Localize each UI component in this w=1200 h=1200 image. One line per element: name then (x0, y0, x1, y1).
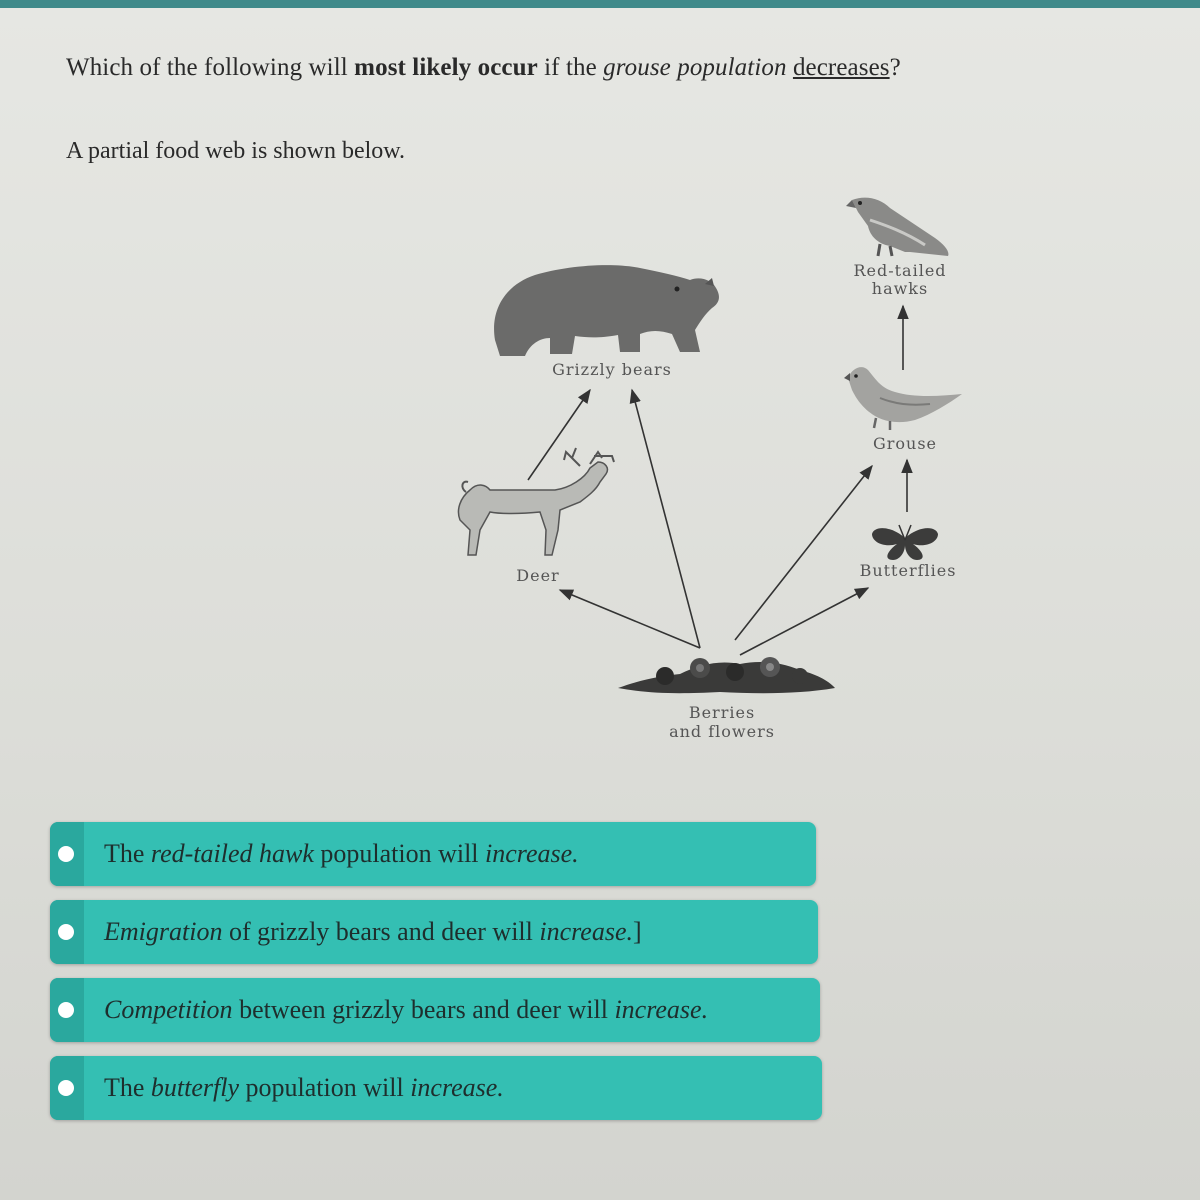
answer-option-4[interactable] (50, 1056, 822, 1120)
answer-text-part: The (104, 1073, 151, 1102)
arrow-berries-to-grouse (735, 466, 872, 640)
answer-text-italic: increase. (539, 917, 634, 946)
berries-label: and flowers (669, 722, 775, 741)
arrow-berries-to-bears (632, 390, 700, 648)
deer-label: Deer (516, 566, 560, 585)
grouse-label: Grouse (872, 434, 938, 453)
question-emphasis: most likely occur (354, 54, 538, 81)
radio-button[interactable] (58, 1002, 74, 1018)
answer-text-italic: increase. (485, 839, 579, 868)
butterflies-label: Butterflies (859, 561, 957, 580)
arrow-berries-to-butterflies (740, 588, 868, 655)
berries-label: Berries (688, 703, 756, 722)
question-part: ? (889, 54, 901, 81)
question-part: if the (537, 54, 604, 81)
answer-text-part: between grizzly bears and deer will (232, 995, 615, 1024)
arrow-berries-to-deer (560, 590, 700, 648)
radio-button[interactable] (58, 924, 74, 940)
answer-text (104, 917, 642, 947)
answer-option-3[interactable] (50, 978, 820, 1042)
grizzly-bears-label: Grizzly bears (552, 360, 672, 379)
answer-text-italic: increase. (614, 995, 709, 1024)
answer-text-italic: butterfly (150, 1073, 240, 1102)
answer-text-italic: increase. (410, 1073, 504, 1102)
answer-text-part: population will (313, 839, 486, 868)
answer-option-1[interactable] (50, 822, 816, 886)
radio-button[interactable] (58, 1080, 74, 1096)
question-part: Which of the following will (66, 54, 355, 81)
answer-text-part: of grizzly bears and deer will (222, 917, 540, 946)
answer-text-part: population will (239, 1073, 411, 1102)
hawks-label: Red-tailed (853, 261, 947, 280)
intro-text: A partial food web is shown below. (66, 138, 406, 164)
grizzly-bear-icon (494, 265, 719, 356)
answer-text-part: ] (633, 917, 642, 946)
answer-text (104, 1073, 504, 1103)
radio-button[interactable] (58, 846, 74, 862)
deer-icon (458, 448, 614, 555)
answer-text (104, 995, 708, 1025)
answer-option-2[interactable] (50, 900, 818, 964)
question-subject: grouse population (603, 54, 787, 81)
grouse-icon (844, 367, 962, 430)
hawks-label: hawks (871, 279, 929, 298)
arrow-deer-to-bears (528, 390, 590, 480)
answer-text-italic: Emigration (104, 917, 223, 946)
answer-text-part: The (104, 839, 151, 868)
answer-text-italic: red-tailed hawk (150, 839, 314, 868)
berries-flowers-icon (618, 657, 835, 693)
answer-text-italic: Competition (104, 995, 233, 1024)
answer-text (104, 839, 579, 869)
butterfly-icon (872, 525, 938, 560)
question-underlined: decreases (792, 54, 890, 81)
hawk-icon (846, 198, 948, 256)
